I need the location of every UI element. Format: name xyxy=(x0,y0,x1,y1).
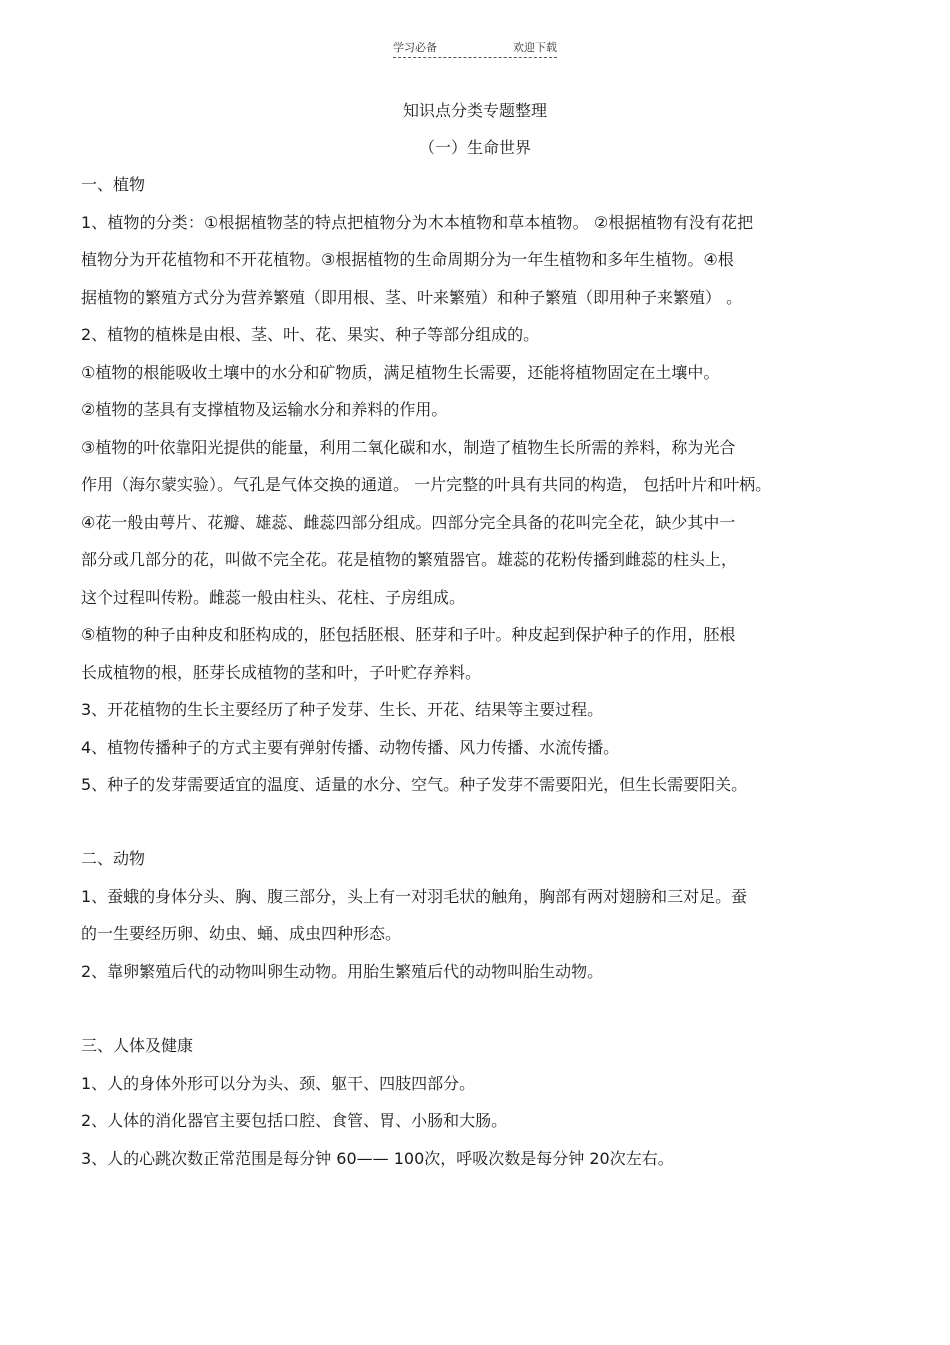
paragraph-line: 植物分为开花植物和不开花植物。③根据植物的生命周期分为一年生植物和多年生植物。④根 xyxy=(81,250,734,269)
document-title: 知识点分类专题整理 xyxy=(402,101,547,120)
header-right-text: 欢迎下载 xyxy=(513,41,557,54)
paragraph-line: ⑤植物的种子由种皮和胚构成的，胚包括胚根、胚芽和子叶。种皮起到保护种子的作用，胚根 xyxy=(81,625,736,644)
paragraph-line: 这个过程叫传粉。雌蕊一般由柱头、花柱、子房组成。 xyxy=(81,588,466,607)
page-header xyxy=(393,41,557,58)
paragraph-line: 2、植物的植株是由根、茎、叶、花、果实、种子等部分组成的。 xyxy=(81,325,540,344)
paragraph-line: 的一生要经历卵、幼虫、蛹、成虫四种形态。 xyxy=(81,924,402,943)
paragraph-line: 作用（海尔蒙实验）。气孔是气体交换的通道。 一片完整的叶具有共同的构造， 包括叶片和叶柄。 xyxy=(81,475,772,494)
paragraph-line: ①植物的根能吸收土壤中的水分和矿物质，满足植物生长需要，还能将植物固定在土壤中。 xyxy=(81,363,720,382)
paragraph-line: 4、植物传播种子的方式主要有弹射传播、动物传播、风力传播、水流传播。 xyxy=(81,738,620,757)
section-heading-plants: 一、植物 xyxy=(81,175,146,194)
paragraph-line: ④花一般由萼片、花瓣、雄蕊、雌蕊四部分组成。四部分完全具备的花叫完全花，缺少其中一 xyxy=(81,513,736,532)
section-heading-human-body: 三、人体及健康 xyxy=(81,1036,194,1055)
section-heading-animals: 二、动物 xyxy=(81,849,146,868)
paragraph-line: 1、植物的分类：①根据植物茎的特点把植物分为木本植物和草本植物。 ②根据植物有没有花把 xyxy=(81,213,754,232)
header-left-text: 学习必备 xyxy=(393,41,437,54)
paragraph-line: 1、蚕蛾的身体分头、胸、腹三部分，头上有一对羽毛状的触角，胸部有两对翅膀和三对足。蚕 xyxy=(81,887,748,906)
paragraph-line: 5、种子的发芽需要适宜的温度、适量的水分、空气。种子发芽不需要阳光，但生长需要阳关。 xyxy=(81,775,748,794)
paragraph-line: ②植物的茎具有支撑植物及运输水分和养料的作用。 xyxy=(81,400,448,419)
document-subtitle: （一）生命世界 xyxy=(418,138,531,157)
paragraph-line: ③植物的叶依靠阳光提供的能量，利用二氧化碳和水，制造了植物生长所需的养料，称为光合 xyxy=(81,438,736,457)
paragraph-line: 1、人的身体外形可以分为头、颈、躯干、四肢四部分。 xyxy=(81,1074,476,1093)
paragraph-line: 据植物的繁殖方式分为营养繁殖（即用根、茎、叶来繁殖）和种子繁殖（即用种子来繁殖） 。 xyxy=(81,288,743,307)
paragraph-line: 2、人体的消化器官主要包括口腔、食管、胃、小肠和大肠。 xyxy=(81,1111,508,1130)
paragraph-line: 长成植物的根，胚芽长成植物的茎和叶，子叶贮存养料。 xyxy=(81,663,482,682)
paragraph-line: 3、人的心跳次数正常范围是每分钟 60—— 100次，呼吸次数是每分钟 20次左右。 xyxy=(81,1149,674,1168)
paragraph-line: 3、开花植物的生长主要经历了种子发芽、生长、开花、结果等主要过程。 xyxy=(81,700,604,719)
paragraph-line: 2、靠卵繁殖后代的动物叫卵生动物。用胎生繁殖后代的动物叫胎生动物。 xyxy=(81,962,604,981)
paragraph-line: 部分或几部分的花，叫做不完全花。花是植物的繁殖器官。雄蕊的花粉传播到雌蕊的柱头上， xyxy=(81,550,738,569)
